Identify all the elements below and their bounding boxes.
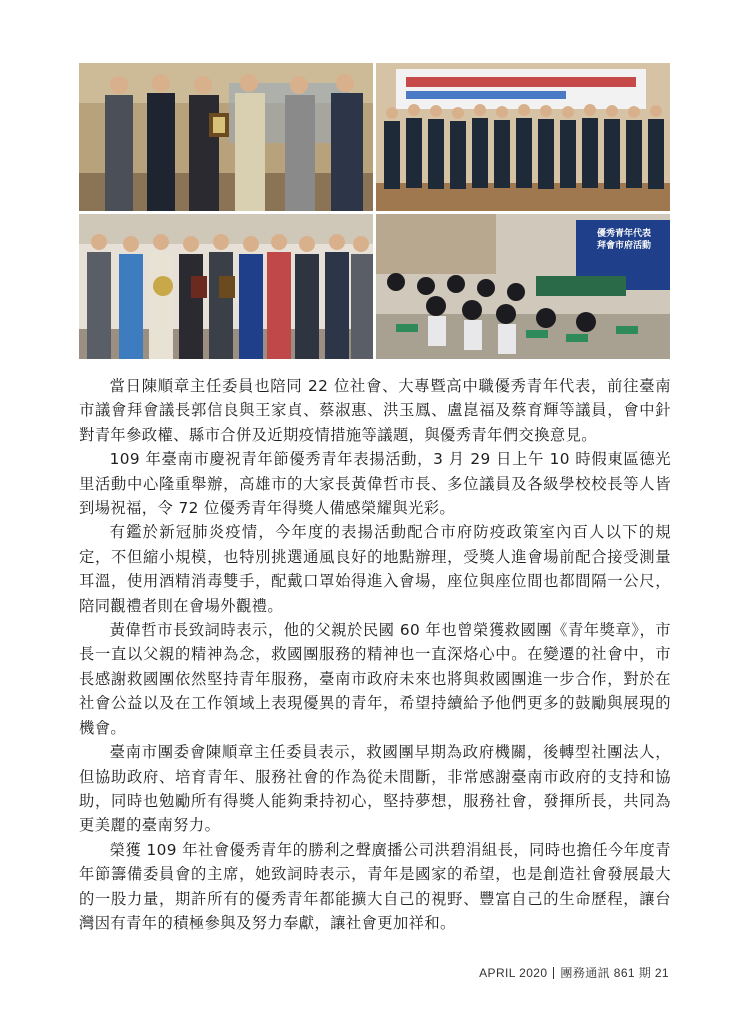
footer-date: APRIL 2020: [479, 966, 548, 980]
paragraph: 有鑑於新冠肺炎疫情，今年度的表揚活動配合市府防疫政策室內百人以下的規定，不但縮小規模，也特別挑選通風良好的地點辦理，受獎人進會場前配合接受測量耳溫，使用酒精消毒雙手，配戴口罩始得進入會場，座位與座位間也都間隔一公尺，陪同觀禮者則在會場外觀禮。: [79, 523, 671, 615]
photo-event-audience: [376, 214, 670, 359]
footer-publication: 團務通訊 861 期 21: [560, 966, 669, 980]
paragraph: 黃偉哲市長致詞時表示，他的父親於民國 60 年也曾榮獲救國團《青年獎章》，市長一直以父親的精神為念，救國團服務的精神也一直深烙心中。在變遷的社會中，市長感謝救國團依然堅持青年服務，臺南市政府未來也將與救國團進一步合作，對於在社會公益以及在工作領域上表現優異的青年，希望持續給予他們更多的鼓勵與展現的機會。: [79, 621, 671, 737]
paragraph: 臺南市團委會陳順章主任委員表示，救國團早期為政府機關，後轉型社團法人，但協助政府、培育青年、服務社會的作為從未間斷，非常感謝臺南市政府的支持和協助，同時也勉勵所有得獎人能夠秉持初心，堅持夢想，服務社會，發揮所長，共同為更美麗的臺南努力。: [79, 743, 671, 835]
photo-council-group: [79, 214, 373, 359]
photo-award-group-stage: [376, 63, 670, 211]
article-body: [79, 374, 671, 935]
paragraph: 109 年臺南市慶祝青年節優秀青年表揚活動，3 月 29 日上午 10 時假東區德光里活動中心隆重舉辦，高雄市的大家長黃偉哲市長、多位議員及各級學校校長等人皆到場祝福，令 72 位優秀青年得獎人備感榮耀與光彩。: [79, 450, 671, 518]
photo-plaque-presentation: [79, 63, 373, 211]
banner-text: 優秀青年代表 拜會市府活動: [596, 229, 651, 251]
page-footer: [479, 964, 669, 981]
footer-divider: [553, 967, 554, 979]
photo-collage: [79, 63, 670, 359]
paragraph: 榮獲 109 年社會優秀青年的勝利之聲廣播公司洪碧涓組長，同時也擔任今年度青年節籌備委員會的主席，她致詞時表示，青年是國家的希望，也是創造社會發展最大的一股力量，期許所有的優秀青年都能擴大自己的視野、豐富自己的生命歷程，讓台灣因有青年的積極參與及努力奉獻，讓社會更加祥和。: [79, 840, 671, 932]
paragraph: 當日陳順章主任委員也陪同 22 位社會、大專暨高中職優秀青年代表，前往臺南市議會拜會議長郭信良與王家貞、蔡淑惠、洪玉鳳、盧崑福及蔡育輝等議員，會中針對青年參政權、縣市合併及近期疫情措施等議題，與優秀青年們交換意見。: [79, 377, 671, 444]
